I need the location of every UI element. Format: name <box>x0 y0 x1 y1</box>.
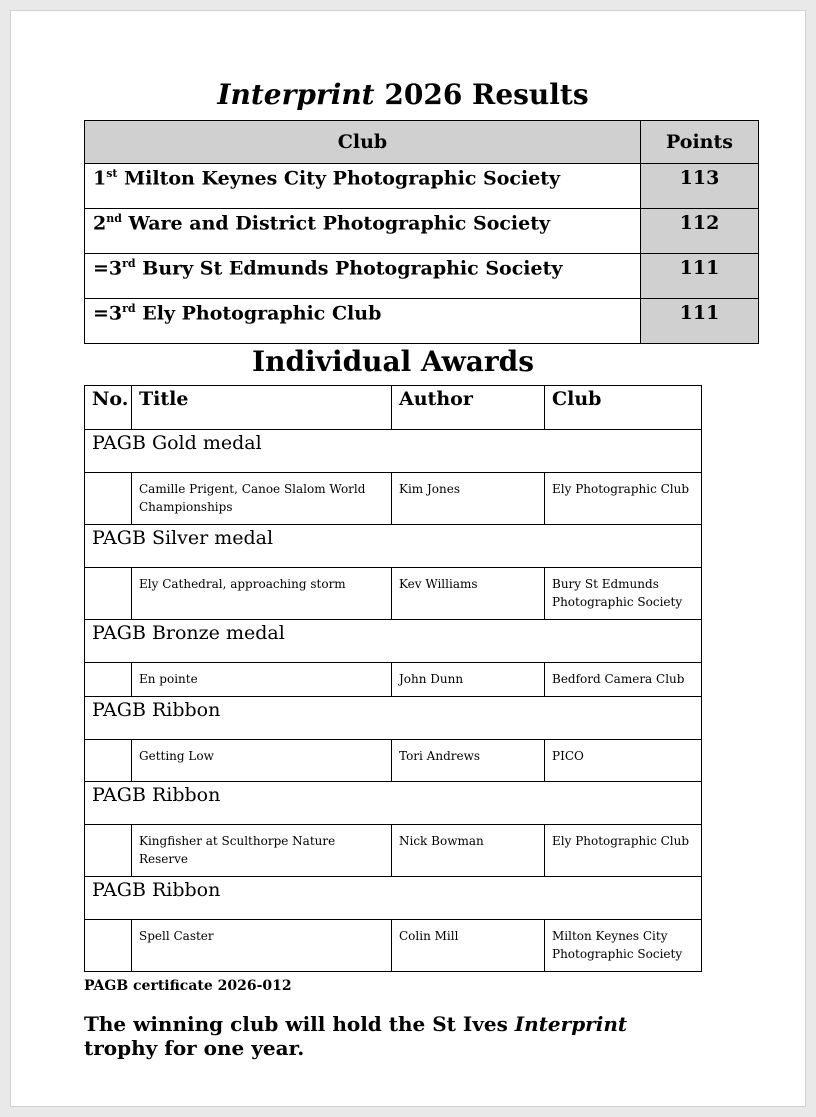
entry-title: Camille Prigent, Canoe Slalom World Championships <box>132 473 392 525</box>
entry-no <box>85 740 132 782</box>
entry-author: Kev Williams <box>392 568 545 620</box>
rank-suffix: nd <box>106 212 122 225</box>
results-table <box>84 120 759 344</box>
entry-club: Milton Keynes City Photographic Society <box>545 920 702 972</box>
title-rest: 2026 Results <box>374 78 589 111</box>
club-name: Bury St Edmunds Photographic Society <box>135 257 563 280</box>
club-name: Milton Keynes City Photographic Society <box>117 167 561 190</box>
award-name: PAGB Bronze medal <box>85 620 702 663</box>
award-section-row <box>85 697 702 740</box>
entry-no <box>85 473 132 525</box>
rank-suffix: rd <box>122 302 136 315</box>
title-italic: Interprint <box>217 78 375 111</box>
entry-club: Bury St Edmunds Photographic Society <box>545 568 702 620</box>
entry-author: Tori Andrews <box>392 740 545 782</box>
results-header-club: Club <box>85 121 641 164</box>
note-after: trophy for one year. <box>84 1036 305 1060</box>
entry-author: Nick Bowman <box>392 825 545 877</box>
results-header-row <box>85 121 759 164</box>
award-section-row <box>85 620 702 663</box>
entry-title: En pointe <box>132 663 392 697</box>
results-row <box>85 209 759 254</box>
entry-title: Getting Low <box>132 740 392 782</box>
results-row <box>85 164 759 209</box>
entry-title: Kingfisher at Sculthorpe Nature Reserve <box>132 825 392 877</box>
rank-suffix: rd <box>122 257 136 270</box>
entry-title: Ely Cathedral, approaching storm <box>132 568 392 620</box>
results-points-cell: 111 <box>641 299 759 344</box>
award-entry-row <box>85 473 702 525</box>
award-section-row <box>85 782 702 825</box>
award-entry-row <box>85 663 702 697</box>
rank-suffix: st <box>106 167 118 180</box>
results-club-cell <box>85 254 641 299</box>
entry-club: Ely Photographic Club <box>545 473 702 525</box>
entry-author: Colin Mill <box>392 920 545 972</box>
entry-title: Spell Caster <box>132 920 392 972</box>
results-header-points: Points <box>641 121 759 164</box>
award-name: PAGB Ribbon <box>85 782 702 825</box>
page-title <box>0 78 806 111</box>
award-name: PAGB Ribbon <box>85 877 702 920</box>
results-club-cell <box>85 299 641 344</box>
awards-heading: Individual Awards <box>252 345 534 378</box>
club-name: Ware and District Photographic Society <box>121 212 551 235</box>
note-italic: Interprint <box>514 1012 628 1036</box>
award-entry-row <box>85 740 702 782</box>
entry-author: Kim Jones <box>392 473 545 525</box>
entry-club: Bedford Camera Club <box>545 663 702 697</box>
entry-club: Ely Photographic Club <box>545 825 702 877</box>
results-points-cell: 112 <box>641 209 759 254</box>
rank: 1 <box>93 167 107 190</box>
entry-no <box>85 568 132 620</box>
entry-no <box>85 920 132 972</box>
results-club-cell <box>85 164 641 209</box>
awards-table <box>84 385 702 972</box>
results-points-cell: 111 <box>641 254 759 299</box>
award-name: PAGB Gold medal <box>85 430 702 473</box>
entry-no <box>85 663 132 697</box>
results-club-cell <box>85 209 641 254</box>
award-section-row <box>85 430 702 473</box>
award-entry-row <box>85 825 702 877</box>
awards-header-club: Club <box>545 386 702 430</box>
results-row <box>85 299 759 344</box>
club-name: Ely Photographic Club <box>135 302 382 325</box>
awards-header-no: No. <box>85 386 132 430</box>
award-name: PAGB Silver medal <box>85 525 702 568</box>
awards-header-row <box>85 386 702 430</box>
award-entry-row <box>85 568 702 620</box>
entry-no <box>85 825 132 877</box>
awards-header-author: Author <box>392 386 545 430</box>
award-name: PAGB Ribbon <box>85 697 702 740</box>
awards-header-title: Title <box>132 386 392 430</box>
rank: 2 <box>93 212 107 235</box>
award-section-row <box>85 877 702 920</box>
results-points-cell: 113 <box>641 164 759 209</box>
note-before: The winning club will hold the St Ives <box>84 1012 515 1036</box>
trophy-note <box>84 1012 704 1060</box>
results-row <box>85 254 759 299</box>
entry-club: PICO <box>545 740 702 782</box>
certificate-number: PAGB certificate 2026-012 <box>84 978 292 994</box>
award-entry-row <box>85 920 702 972</box>
rank: =3 <box>93 257 123 280</box>
rank: =3 <box>93 302 123 325</box>
award-section-row <box>85 525 702 568</box>
entry-author: John Dunn <box>392 663 545 697</box>
